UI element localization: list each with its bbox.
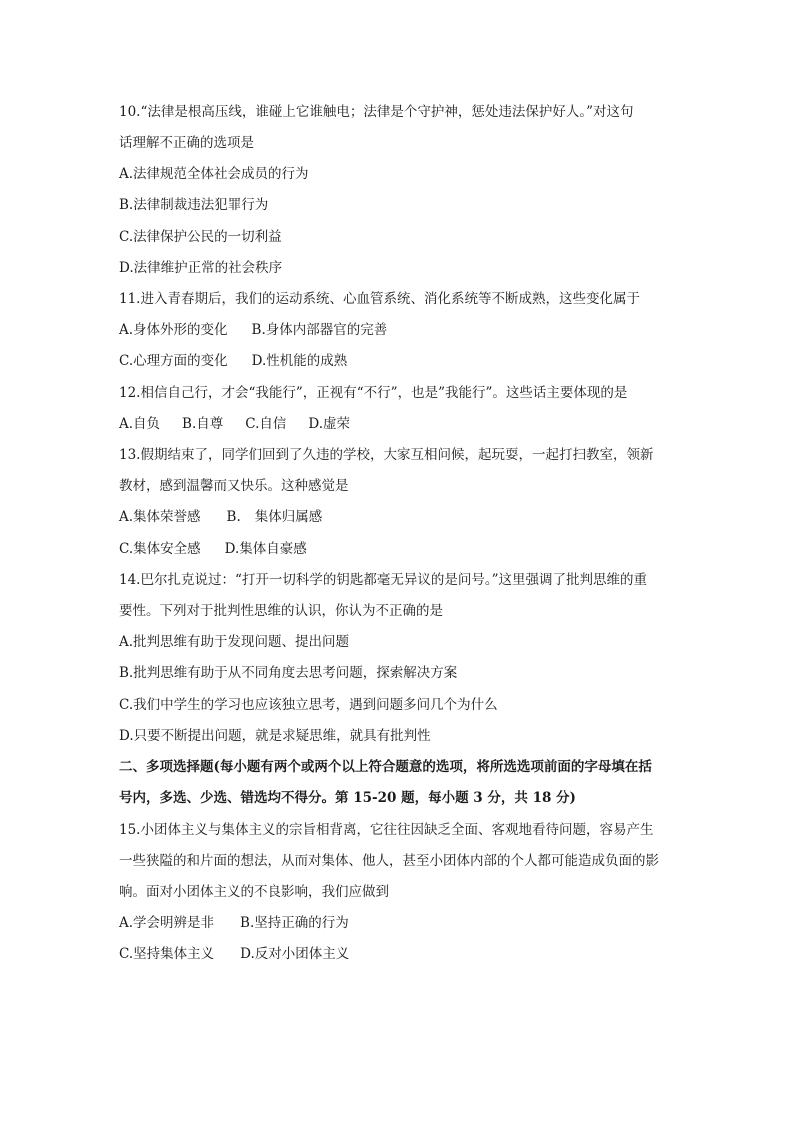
- section2-heading-line1: 二、多项选择题(每小题有两个或两个以上符合题意的选项，将所选选项前面的字母填在括: [119, 759, 652, 775]
- q10-option-a: A.法律规范全体社会成员的行为: [119, 166, 309, 182]
- q15-option-a: A.学会明辨是非: [119, 915, 215, 931]
- q15-options-ab: [119, 913, 679, 933]
- q11-option-a: A.身体外形的变化: [119, 322, 228, 338]
- q11-option-b: B.身体内部器官的完善: [251, 322, 388, 338]
- q11-option-c: C.心理方面的变化: [119, 353, 228, 369]
- q11-options-cd: [119, 351, 679, 371]
- q11-option-d: D.性机能的成熟: [251, 353, 348, 369]
- q13-option-b-text: 集体归属感: [254, 509, 323, 525]
- q12-option-a: A.自负: [119, 416, 161, 432]
- q15-option-d: D.反对小团体主义: [240, 946, 350, 962]
- q10-option-d: D.法律维护正常的社会秩序: [119, 260, 283, 276]
- q10-stem-line2: 话理解不正确的选项是: [119, 135, 254, 151]
- q13-option-d: D.集体自豪感: [224, 541, 307, 557]
- q13-option-a: A.集体荣誉感: [119, 509, 201, 525]
- q14-option-c: C.我们中学生的学习也应该独立思考，遇到问题多问几个为什么: [119, 697, 498, 713]
- q15-options-cd: [119, 944, 679, 964]
- q10-option-c: C.法律保护公民的一切利益: [119, 229, 282, 245]
- q14-option-d: D.只要不断提出问题，就是求疑思维，就具有批判性: [119, 728, 431, 744]
- q13-stem-line2: 教材，感到温馨而又快乐。这种感觉是: [119, 478, 349, 494]
- q15-stem-line3: 响。面对小团体主义的不良影响，我们应做到: [119, 884, 389, 900]
- q15-stem-line1: 15.小团体主义与集体主义的宗旨相背离，它往往因缺乏全面、客观地看待问题，容易产生: [119, 822, 654, 838]
- q12-stem: 12.相信自己行，才会“我能行”，正视有“不行”，也是”我能行”。这些话主要体现的是: [119, 385, 628, 401]
- q11-options-ab: [119, 320, 679, 340]
- q12-option-c: C.自信: [245, 416, 287, 432]
- q14-option-a: A.批判思维有助于发现问题、提出问题: [119, 634, 350, 650]
- q12-option-d: D.虚荣: [308, 416, 351, 432]
- q10-stem-line1: 10.“法律是根高压线，谁碰上它谁触电；法律是个守护神，惩处违法保护好人。”对这句: [119, 104, 634, 120]
- q15-stem-line2: 一些狭隘的和片面的想法，从而对集体、他人，甚至小团体内部的个人都可能造成负面的影: [119, 853, 659, 869]
- q15-option-c: C.坚持集体主义: [119, 946, 215, 962]
- q14-stem-line1: 14.巴尔扎克说过：“打开一切科学的钥匙都毫无异议的是问号。”这里强调了批判思维的重: [119, 572, 648, 588]
- q15-option-b: B.坚持正确的行为: [240, 915, 349, 931]
- q14-stem-line2: 要性。下列对于批判性思维的认识，你认为不正确的是: [119, 603, 443, 619]
- section2-heading-line2: 号内，多选、少选、错选均不得分。第 15-20 题，每小题 3 分，共 18 分): [119, 790, 576, 806]
- q12-option-b: B.自尊: [182, 416, 224, 432]
- q11-stem: 11.进入青春期后，我们的运动系统、心血管系统、消化系统等不断成熟，这些变化属于: [119, 291, 640, 307]
- q13-options-ab: [119, 507, 679, 527]
- q10-option-b: B.法律制裁违法犯罪行为: [119, 197, 269, 213]
- q13-stem-line1: 13.假期结束了，同学们回到了久违的学校，大家互相问候，起玩耍，一起打扫教室，领新: [119, 447, 654, 463]
- q14-option-b: B.批判思维有助于从不同角度去思考问题，探索解决方案: [119, 665, 458, 681]
- q12-options: [119, 414, 679, 434]
- q13-options-cd: [119, 539, 679, 559]
- q13-option-b-letter: B.: [226, 509, 241, 525]
- q13-option-c: C.集体安全感: [119, 541, 201, 557]
